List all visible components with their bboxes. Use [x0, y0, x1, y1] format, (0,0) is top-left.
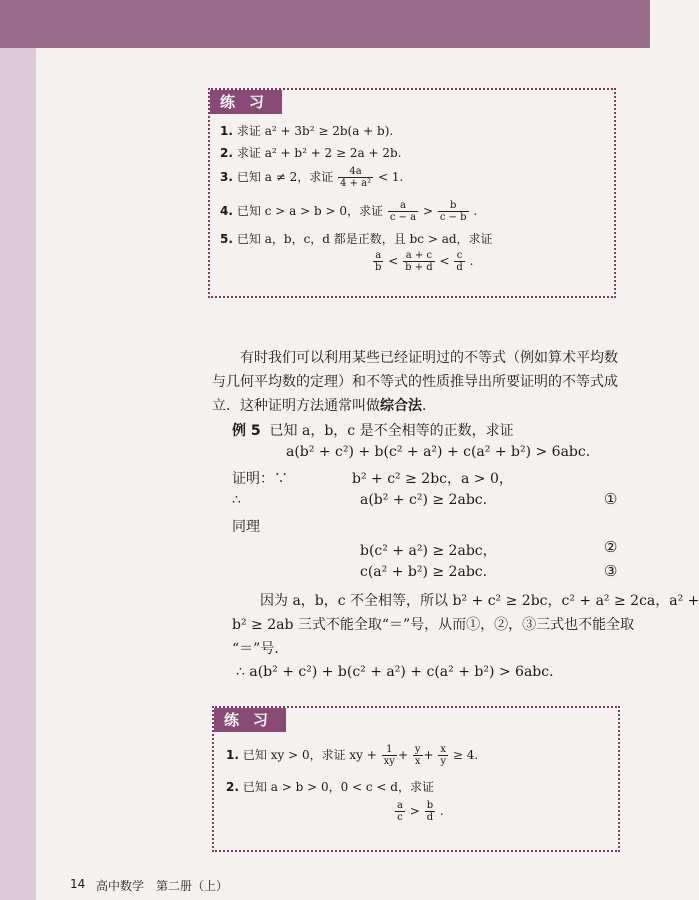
- proof-label: 证明：∵: [232, 471, 288, 487]
- fraction: $\frac{y}{x}$: [414, 744, 421, 767]
- mark-1: ①: [604, 490, 618, 508]
- book-title: 高中数学 第二册（上）: [96, 879, 229, 893]
- exercise-2-item-2-formula: $\frac{a}{c}$ > $\frac{b}{d}$ .: [397, 800, 444, 823]
- proof-line-3: b(c² + a²) ≥ 2abc，: [360, 543, 497, 559]
- exercise-1-item-1: 1. 求证 a² + 3b² ≥ 2b(a + b).: [220, 124, 394, 138]
- exercise-tag-1: 练习: [210, 90, 282, 114]
- therefore-symbol-1: ∴: [232, 492, 241, 508]
- exercise-1-item-5-formula: $\frac{a}{b}$ < $\frac{a + c}{b + d}$ < $\frac{c}{d}$ .: [375, 250, 474, 273]
- exercise-2-item-2: 2. 已知 a > b > 0，0 < c < d，求证: [226, 780, 434, 794]
- body-paragraph-2-line-1: 因为 a，b，c 不全相等，所以 b² + c² ≥ 2bc，c² + a² ≥ 2ca，a² +: [260, 593, 699, 609]
- fraction: $\frac{1}{xy}$: [383, 744, 395, 767]
- exercise-1-item-5: 5. 已知 a，b，c，d 都是正数，且 bc > ad，求证: [220, 232, 493, 246]
- mark-2: ②: [604, 538, 618, 556]
- fraction: $\frac{4a}{\text{4 + a²}}$: [340, 166, 372, 189]
- example-5-formula: a(b² + c²) + b(c² + a²) + c(a² + b²) > 6abc.: [286, 444, 591, 460]
- fraction: $\frac{a}{b}$: [375, 250, 382, 273]
- fraction: $\frac{a}{c - a}$: [389, 200, 417, 223]
- proof-line-2: a(b² + c²) ≥ 2abc.: [360, 492, 488, 508]
- exercise-box-2: [212, 706, 620, 852]
- exercise-1-item-4: 4. 已知 c > a > b > 0，求证 $\frac{a}{c - a}$ > $\frac{b}{c - b}$ .: [220, 200, 478, 223]
- body-paragraph-2-line-3: “＝”号．: [232, 641, 289, 657]
- fraction: $\frac{b}{d}$: [426, 800, 434, 823]
- mark-3: ③: [604, 562, 618, 580]
- fraction: $\frac{a}{c}$: [397, 800, 403, 823]
- page-number: 14: [70, 877, 86, 891]
- fraction: $\frac{c}{d}$: [456, 250, 463, 273]
- proof-line-1: b² + c² ≥ 2bc，a > 0，: [352, 471, 513, 487]
- exercise-box-1: [208, 88, 616, 298]
- header-band: [0, 0, 650, 48]
- body-paragraph-2-line-2: b² ≥ 2ab 三式不能全取“＝”号，从而①，②，③三式也不能全取: [232, 617, 635, 633]
- exercise-2-item-1: 1. 已知 xy > 0，求证 xy + $\frac{1}{xy}$ + $\frac{y}{x}$ + $\frac{x}{y}$ ≥ 4.: [226, 744, 479, 767]
- fraction: $\frac{b}{c - b}$: [439, 200, 467, 223]
- fraction: $\frac{a + c}{b + d}$: [405, 250, 433, 273]
- similarly-label: 同理: [232, 519, 260, 535]
- fraction: $\frac{x}{y}$: [440, 744, 447, 767]
- proof-line-4: c(a² + b²) ≥ 2abc.: [360, 564, 488, 580]
- exercise-tag-2: 练习: [214, 708, 286, 732]
- example-5: 例 5 已知 a，b，c 是不全相等的正数，求证: [232, 423, 514, 439]
- conclusion: ∴ a(b² + c²) + b(c² + a²) + c(a² + b²) > 6abc.: [236, 664, 554, 680]
- exercise-1-item-2: 2. 求证 a² + b² + 2 ≥ 2a + 2b.: [220, 146, 402, 160]
- left-margin-band: [0, 48, 36, 900]
- exercise-1-item-3: 3. 已知 a ≠ 2，求证 $\frac{4a}{\text{4 + a²}}$ < 1.: [220, 166, 404, 189]
- body-paragraph-1: 有时我们可以利用某些已经证明过的不等式（例如算术平均数与几何平均数的定理）和不等式的性质推导出所要证明的不等式成立．这种证明方法通常叫做综合法．: [212, 350, 618, 414]
